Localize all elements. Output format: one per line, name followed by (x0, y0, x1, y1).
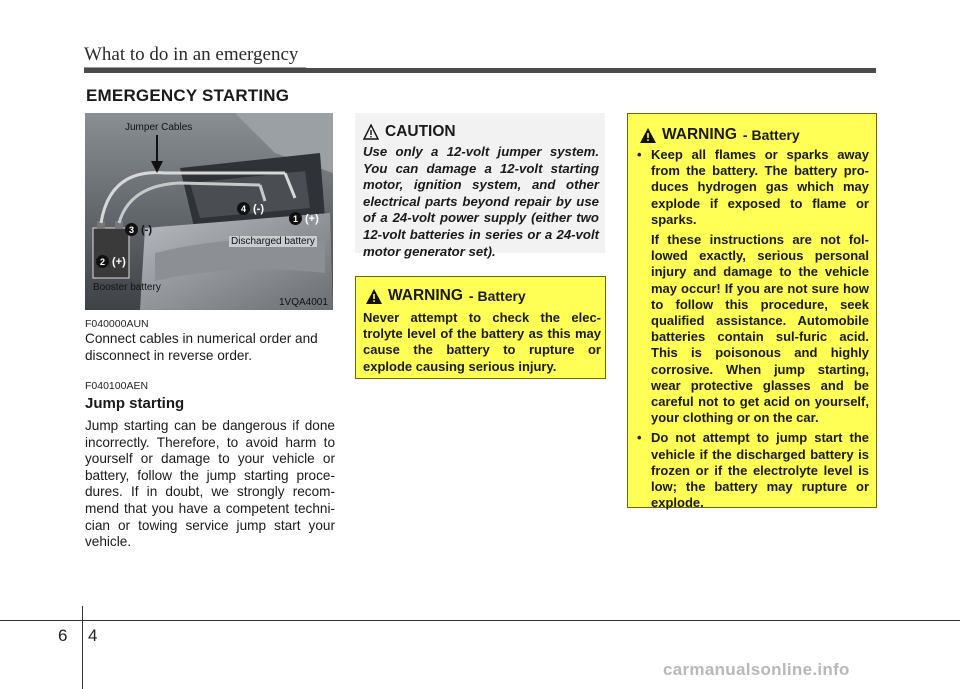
marker-3-number: 3 (125, 223, 138, 236)
footer-divider (82, 606, 83, 689)
page-number: 4 (88, 626, 98, 645)
label-jumper-cables: Jumper Cables (125, 122, 193, 133)
code-f040000aun: F040000AUN (85, 318, 149, 330)
warning-mid-text: Never attempt to check the elec-trolyte level of the battery as this may cause the battery to rupture or explode causing serious injury. (363, 310, 601, 374)
section-title: EMERGENCY STARTING (86, 86, 290, 105)
warning-instructions-text: If these instructions are not fol-lowed exactly, serious personal injury and damage to the vehicle may occur! If you are not sure how to follow this procedure, seek qualified assistance. Automobile batteries contain sul-furic acid. This is poisonous and highly corrosive. When jump starting, wear protective glasses and be careful not to get acid on yourself, your clothing or on the car. (651, 232, 869, 426)
caution-text: Use only a 12-volt jumper system. You can damage a 12-volt starting motor, ignition system, and other electrical parts beyond repair by use of a 24-volt power supply (either two 12-volt batteries in series or a 24-volt motor generator set). (363, 144, 599, 259)
warning-triangle-icon (366, 289, 382, 304)
label-booster-battery: Booster battery (93, 282, 161, 293)
marker-1-number: 1 (289, 212, 302, 225)
label-discharged-battery: Discharged battery (231, 236, 315, 247)
marker-4 (237, 202, 264, 215)
bullet-flames-text: Keep all flames or sparks away from the battery. The battery pro-duces hydrogen gas which may explode if exposed to flame or sparks. (651, 147, 869, 227)
watermark: carmanualsonline.info (663, 660, 850, 679)
marker-2-number: 2 (96, 255, 109, 268)
jump-starting-paragraph: Jump starting can be dangerous if done incorrectly. Therefore, to avoid harm to yourself or damage to your vehicle or battery, follow the jump starting proce-dures. If in doubt, we strongly recom-mend that you have a competent techni-cian or towing service jump start your vehicle. (85, 418, 335, 550)
marker-1 (289, 212, 319, 225)
warning-mid-subtitle: - Battery (468, 288, 526, 304)
warning-right-heading (640, 126, 800, 144)
caution-triangle-icon (363, 124, 379, 140)
warning-mid-title: WARNING (388, 287, 463, 304)
marker-2 (96, 255, 126, 268)
marker-4-polarity: (-) (253, 202, 264, 215)
figure-code: 1VQA4001 (279, 297, 328, 308)
marker-3-polarity: (-) (141, 223, 152, 236)
warning-box-battery (627, 113, 877, 511)
caution-title: CAUTION (385, 123, 456, 140)
bullet-dot: • (637, 430, 642, 446)
code-f040100aen: F040100AEN (85, 380, 149, 392)
marker-4-number: 4 (237, 202, 250, 215)
warning-triangle-icon (640, 128, 656, 143)
warning-bullet-flames (631, 147, 869, 228)
warning-right-body (631, 147, 869, 511)
marker-1-polarity: (+) (305, 212, 319, 225)
page-number-chapter: 6 (58, 626, 68, 645)
bullet-frozen-text: Do not attempt to jump start the vehicle if the discharged battery is frozen or if the electrolyte level is low; the battery may rupture or explode. (651, 430, 869, 511)
bullet-dot: • (637, 147, 642, 162)
chapter-title: What to do in an emergency (84, 44, 299, 65)
warning-right-subtitle: - Battery (742, 127, 800, 143)
warning-box-electrolyte (355, 276, 606, 379)
warning-bullet-frozen (631, 430, 869, 511)
caution-heading (363, 123, 456, 141)
warning-right-title: WARNING (662, 126, 737, 143)
header-rule (84, 68, 876, 73)
marker-3 (125, 223, 152, 236)
connect-instructions: Connect cables in numerical order and disconnect in reverse order. (85, 331, 318, 363)
warning-mid-heading (366, 287, 526, 305)
subhead-jump-starting: Jump starting (85, 395, 185, 412)
caution-box (355, 113, 605, 259)
footer-rule (0, 620, 960, 621)
marker-2-polarity: (+) (112, 255, 126, 268)
